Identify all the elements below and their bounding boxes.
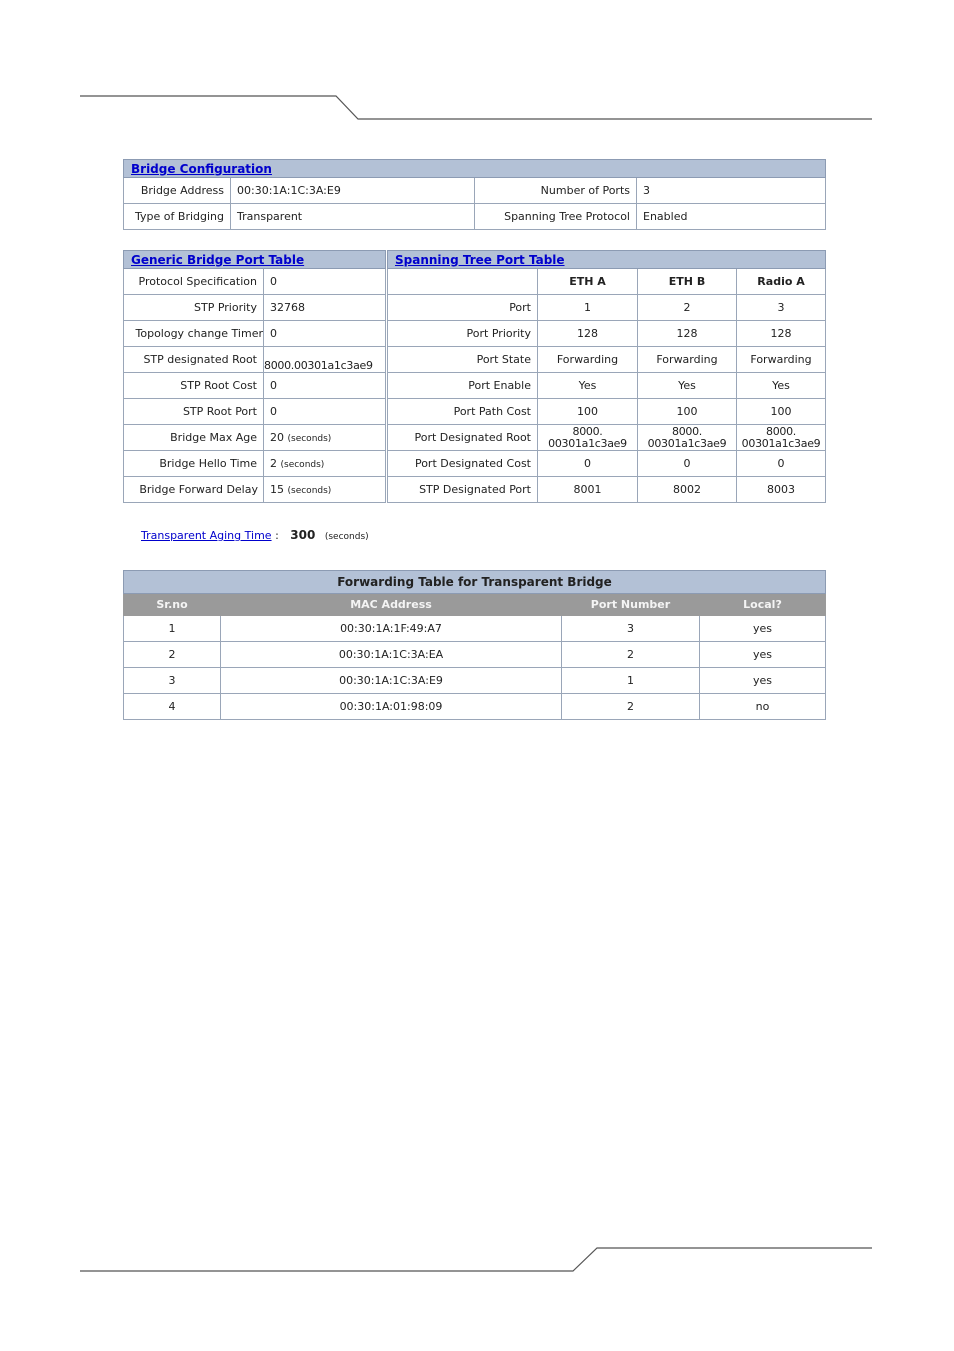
gp-label: STP Root Cost: [124, 373, 264, 399]
stp-row-label: Port Priority: [388, 321, 538, 347]
gp-value: 8000.00301a1c3ae9: [264, 347, 386, 373]
fwd-cell: no: [700, 694, 826, 720]
bridging-type-value: Transparent: [231, 204, 475, 230]
stp-value: Enabled: [637, 204, 826, 230]
forwarding-table: [123, 570, 826, 720]
stp-cell: 1: [538, 295, 638, 321]
table-row: [124, 616, 826, 642]
stp-cell: 8003: [737, 477, 826, 503]
fwd-cell: 2: [562, 694, 700, 720]
generic-bridge-port-table: [123, 250, 386, 503]
num-ports-label: Number of Ports: [475, 178, 637, 204]
transparent-aging-time-link[interactable]: Transparent Aging Time: [141, 529, 272, 542]
gp-label: STP Root Port: [124, 399, 264, 425]
aging-value: 300: [290, 528, 316, 542]
gp-label: Bridge Forward Delay: [124, 477, 264, 503]
stp-cell: 128: [638, 321, 737, 347]
num-ports-value: 3: [637, 178, 826, 204]
gp-label: Topology change Timer: [124, 321, 264, 347]
gp-value-cell: [264, 477, 386, 503]
fwd-cell: 00:30:1A:1C:3A:E9: [221, 668, 562, 694]
fwd-cell: 3: [562, 616, 700, 642]
bridge-configuration-table: [123, 159, 826, 230]
fwd-cell: 1: [562, 668, 700, 694]
stp-cell: 128: [538, 321, 638, 347]
stp-cell: 8000. 00301a1c3ae9: [638, 425, 737, 451]
fwd-cell: 4: [124, 694, 221, 720]
fwd-col-header: MAC Address: [221, 594, 562, 616]
stp-row-label: Port Designated Root: [388, 425, 538, 451]
gp-value: 0: [264, 269, 386, 295]
gp-label: STP designated Root: [124, 347, 264, 373]
gp-value-cell: [264, 425, 386, 451]
bridge-configuration-link[interactable]: Bridge Configuration: [131, 161, 272, 176]
stp-cell: 100: [737, 399, 826, 425]
table-row: [124, 642, 826, 668]
aging-unit: (seconds): [324, 532, 369, 542]
stp-cell: Yes: [538, 373, 638, 399]
gp-value: 0: [264, 399, 386, 425]
stp-row-label: Port Enable: [388, 373, 538, 399]
fwd-cell: 00:30:1A:01:98:09: [221, 694, 562, 720]
stp-row-label: Port State: [388, 347, 538, 373]
fwd-cell: 00:30:1A:1C:3A:EA: [221, 642, 562, 668]
gp-label: Bridge Max Age: [124, 425, 264, 451]
stp-label: Spanning Tree Protocol: [475, 204, 637, 230]
gp-unit: (seconds): [280, 460, 325, 470]
stp-cell: 8001: [538, 477, 638, 503]
gp-value: 0: [264, 321, 386, 347]
stp-cell: 8000. 00301a1c3ae9: [737, 425, 826, 451]
stp-cell: Forwarding: [737, 347, 826, 373]
gp-value: 20: [270, 431, 284, 444]
gp-label: Bridge Hello Time: [124, 451, 264, 477]
fwd-col-header: Local?: [700, 594, 826, 616]
stp-cell: Forwarding: [638, 347, 737, 373]
fwd-cell: 2: [562, 642, 700, 668]
fwd-cell: yes: [700, 668, 826, 694]
stp-cell: Yes: [638, 373, 737, 399]
gp-unit: (seconds): [287, 486, 332, 496]
stp-col-header: Radio A: [737, 269, 826, 295]
stp-corner-cell: [388, 269, 538, 295]
stp-cell: 100: [538, 399, 638, 425]
stp-cell: 0: [538, 451, 638, 477]
forwarding-table-title: Forwarding Table for Transparent Bridge: [124, 571, 826, 594]
stp-cell: 8000. 00301a1c3ae9: [538, 425, 638, 451]
stp-row-label: Port Path Cost: [388, 399, 538, 425]
spanning-tree-port-table: [387, 250, 826, 503]
gp-value: 2: [270, 457, 277, 470]
stp-cell: Forwarding: [538, 347, 638, 373]
stp-row-label: Port Designated Cost: [388, 451, 538, 477]
stp-cell: Yes: [737, 373, 826, 399]
stp-cell: 0: [737, 451, 826, 477]
stp-cell: 0: [638, 451, 737, 477]
bridge-address-value: 00:30:1A:1C:3A:E9: [231, 178, 475, 204]
stp-row-label: Port: [388, 295, 538, 321]
fwd-cell: 00:30:1A:1F:49:A7: [221, 616, 562, 642]
gp-value-cell: [264, 451, 386, 477]
fwd-cell: 2: [124, 642, 221, 668]
gp-value: 32768: [264, 295, 386, 321]
fwd-cell: yes: [700, 642, 826, 668]
table-row: [124, 668, 826, 694]
spanning-tree-port-table-link[interactable]: Spanning Tree Port Table: [395, 252, 565, 267]
stp-col-header: ETH B: [638, 269, 737, 295]
gp-label: STP Priority: [124, 295, 264, 321]
stp-cell: 128: [737, 321, 826, 347]
stp-row-label: STP Designated Port: [388, 477, 538, 503]
bridging-type-label: Type of Bridging: [124, 204, 231, 230]
stp-col-header: ETH A: [538, 269, 638, 295]
gp-value: 0: [264, 373, 386, 399]
stp-cell: 2: [638, 295, 737, 321]
table-row: [124, 694, 826, 720]
fwd-cell: 1: [124, 616, 221, 642]
gp-label: Protocol Specification: [124, 269, 264, 295]
gp-unit: (seconds): [287, 434, 332, 444]
stp-cell: 3: [737, 295, 826, 321]
fwd-col-header: Port Number: [562, 594, 700, 616]
fwd-cell: yes: [700, 616, 826, 642]
transparent-aging-time: [141, 528, 369, 542]
bridge-address-label: Bridge Address: [124, 178, 231, 204]
generic-bridge-port-table-link[interactable]: Generic Bridge Port Table: [131, 252, 305, 267]
stp-cell: 8002: [638, 477, 737, 503]
gp-value: 15: [270, 483, 284, 496]
fwd-cell: 3: [124, 668, 221, 694]
stp-cell: 100: [638, 399, 737, 425]
aging-separator: :: [275, 529, 279, 542]
fwd-col-header: Sr.no: [124, 594, 221, 616]
